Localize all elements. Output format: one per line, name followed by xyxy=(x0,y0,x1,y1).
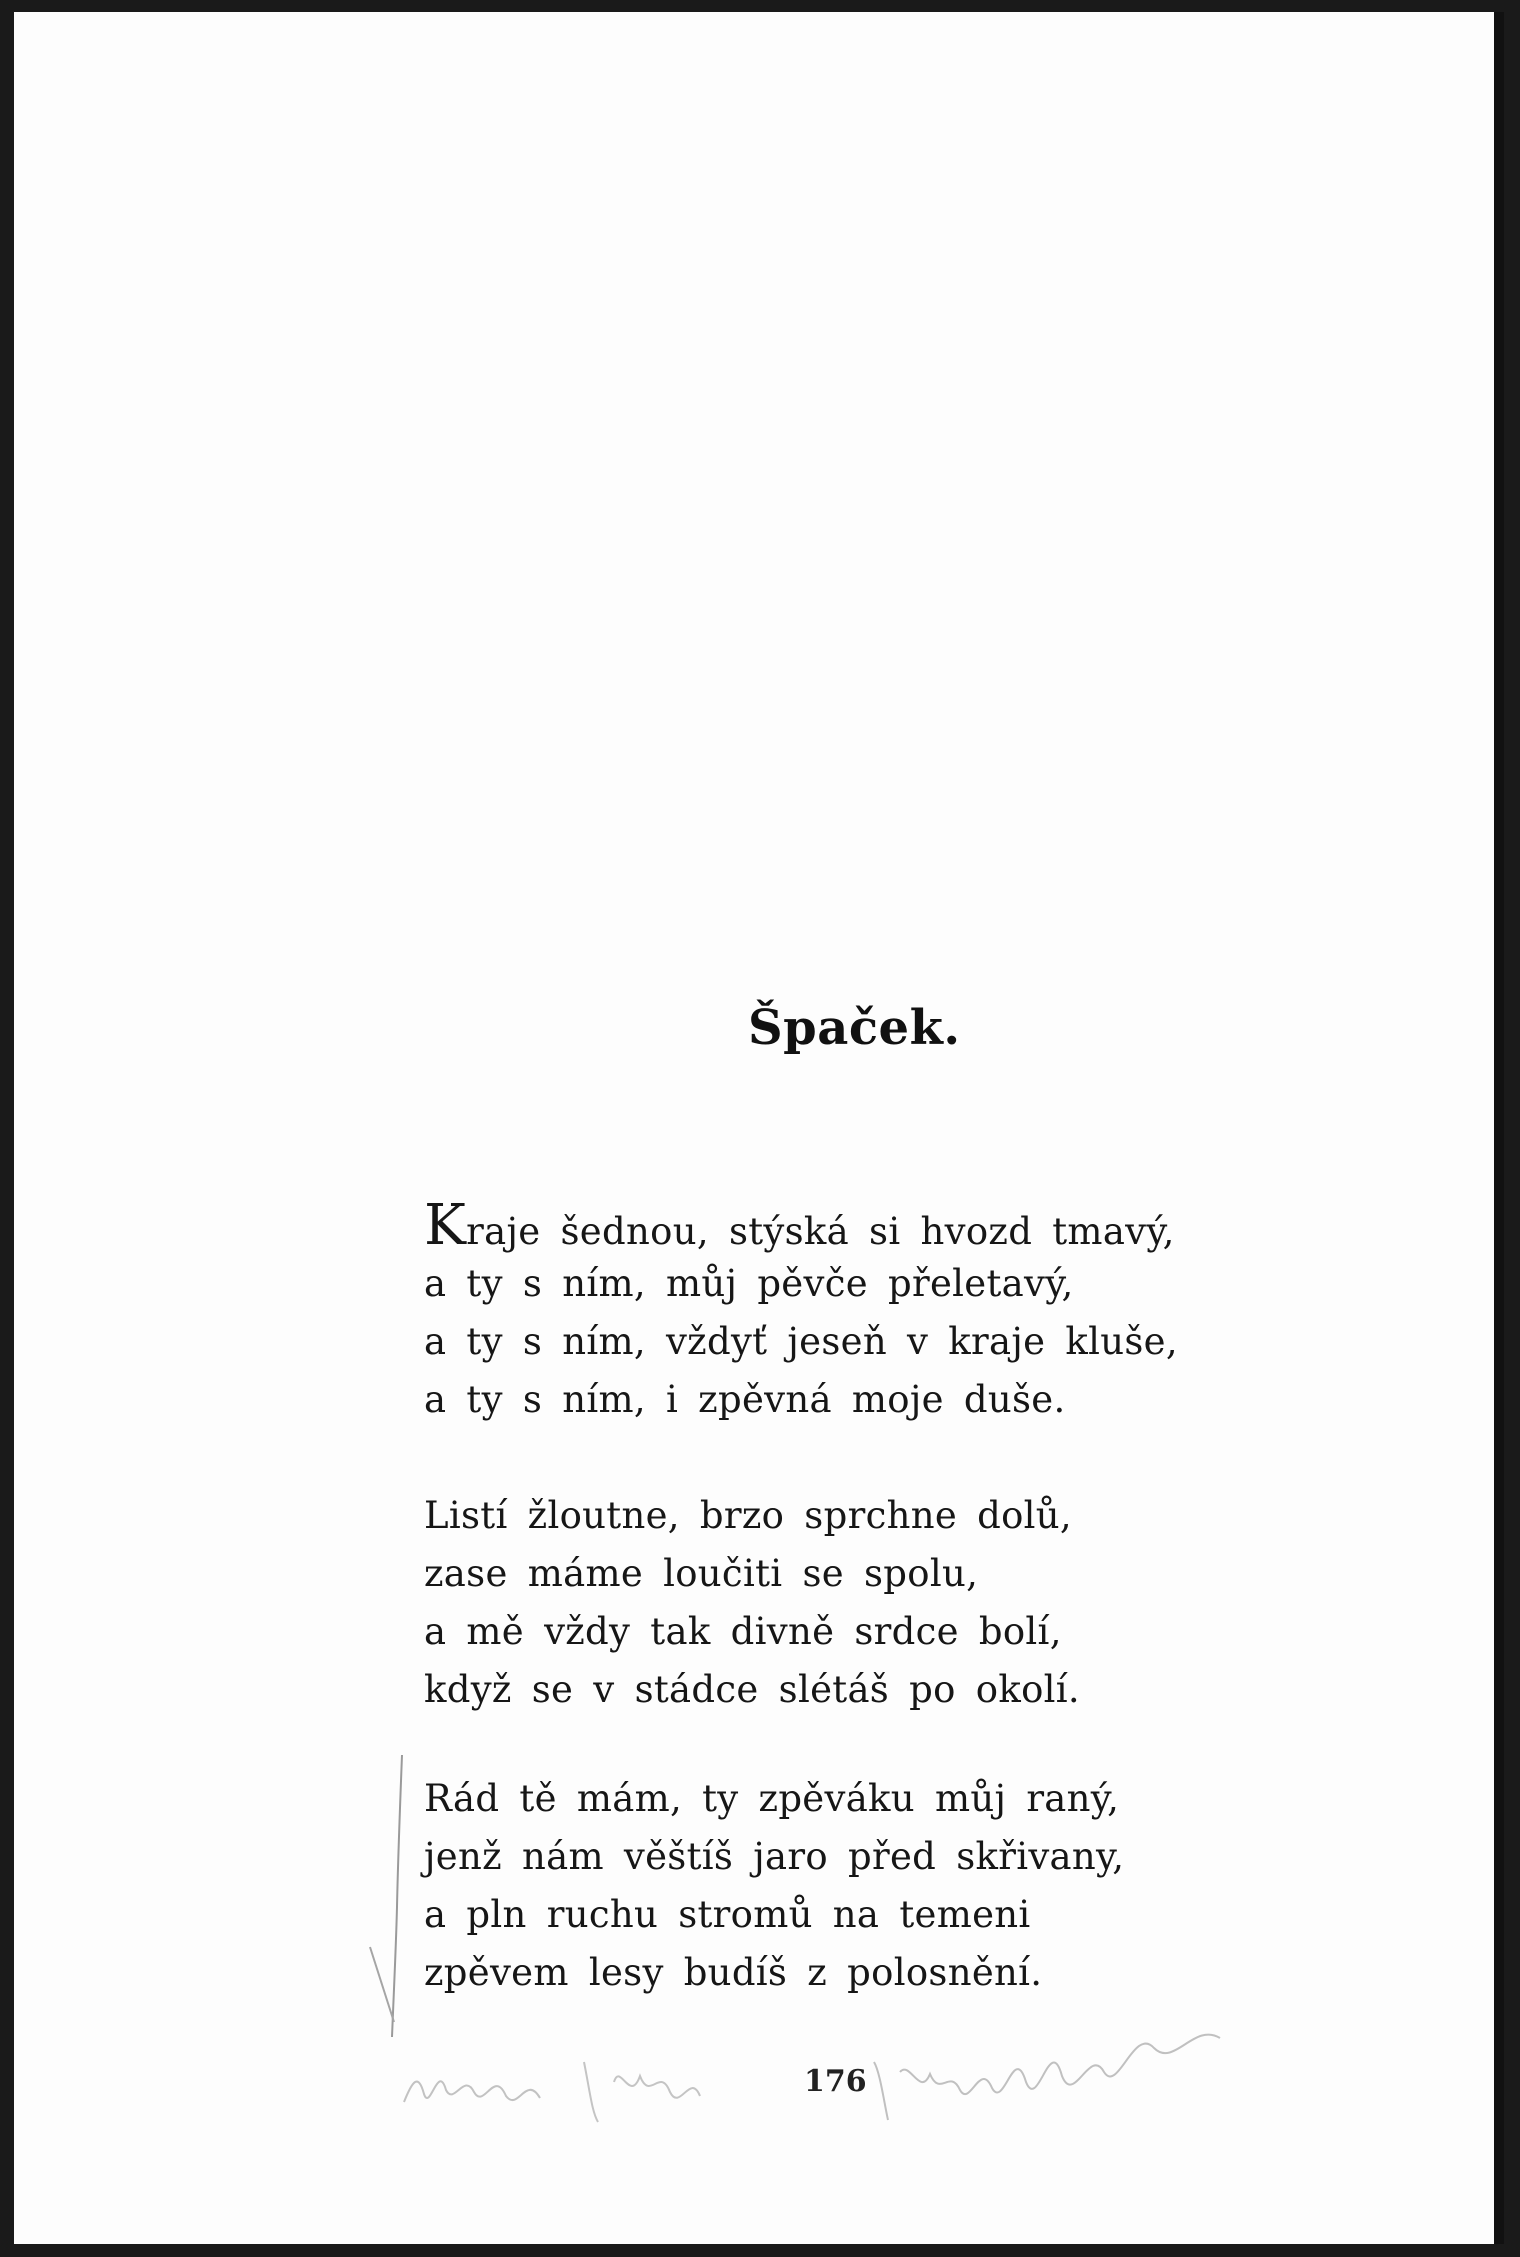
verse-line: když se v stádce slétáš po okolí. xyxy=(424,1668,1080,1711)
verse-line: Rád tě mám, ty zpěváku můj raný, xyxy=(424,1777,1120,1820)
verse-line: Listí žloutne, brzo sprchne dolů, xyxy=(424,1494,1072,1537)
page-number: 176 xyxy=(804,2064,867,2099)
verse-line: a ty s ním, vždyť jeseň v kraje kluše, xyxy=(424,1320,1178,1363)
poem-title: Špaček. xyxy=(748,1000,961,1056)
stanza-3 xyxy=(424,1770,1124,2002)
verse-line: a ty s ním, i zpěvná moje duše. xyxy=(424,1378,1066,1421)
verse-line: jenž nám věštíš jaro před skřivany, xyxy=(424,1835,1125,1878)
verse-line: a pln ruchu stromů na temeni xyxy=(424,1893,1031,1936)
verse-line: a ty s ním, můj pěvče přeletavý, xyxy=(424,1262,1074,1305)
verse-line: zpěvem lesy budíš z polosnění. xyxy=(424,1951,1043,1994)
verse-line: a mě vždy tak divně srdce bolí, xyxy=(424,1610,1062,1653)
verse-line: Kraje šednou, stýská si hvozd tmavý, xyxy=(424,1193,1175,1258)
book-page xyxy=(14,12,1504,2244)
verse-line: zase máme loučiti se spolu, xyxy=(424,1552,979,1595)
stanza-1 xyxy=(424,1193,1178,1429)
stanza-2 xyxy=(424,1487,1080,1719)
